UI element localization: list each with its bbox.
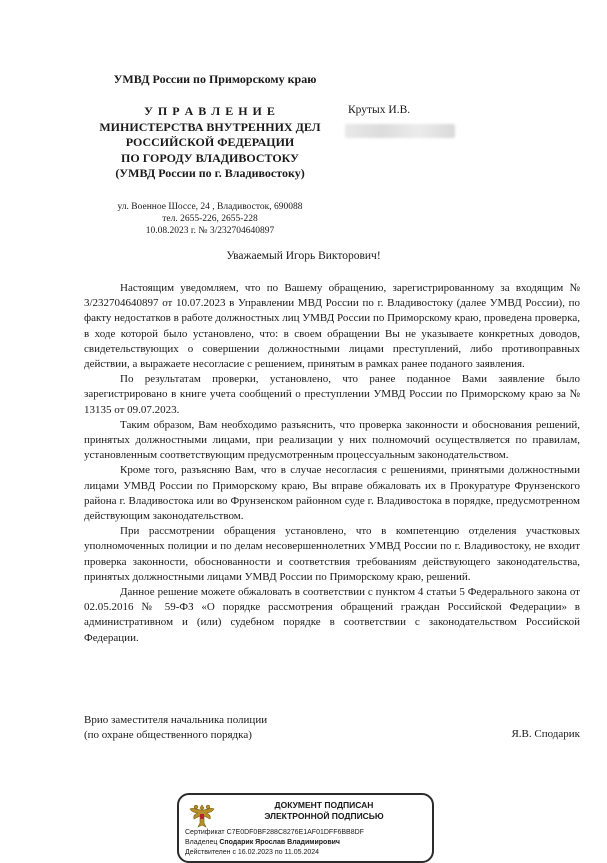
double-headed-eagle-icon <box>187 801 217 831</box>
org-line: МИНИСТЕРСТВА ВНУТРЕННИХ ДЕЛ <box>99 119 321 134</box>
stamp-owner <box>185 838 340 848</box>
paragraph: По результатам проверки, установлено, что ранее поданное Вами заявление было зарегистрировано в книге учета сообщений о преступлении УМВД России по Приморскому краю за № 13135 от 09.07.2023. <box>84 373 580 416</box>
org-line: У П Р А В Л Е Н И Е <box>144 104 276 118</box>
stamp-title <box>219 800 429 822</box>
owner-label: Владелец <box>185 839 218 846</box>
stamp-certificate <box>185 828 364 838</box>
address-line: ул. Военное Шоссе, 24 , Владивосток, 690088 <box>117 202 303 212</box>
certificate-value: C7E0DF0BF288C8276E1AF01DFF6BB8DF <box>226 829 364 836</box>
paragraph: При рассмотрении обращения установлено, что в компетенцию отделения участковых уполномоченных полиции и по делам несовершеннолетних УМВД России по г. Владивостоку, не входит проверка законности, обоснованности и соответствия требованиям действующего законодательства, принятых должностными лицами УМВД России по Приморскому краю, решений. <box>84 525 580 583</box>
agency-top-line: УМВД России по Приморскому краю <box>113 72 317 86</box>
letter-body <box>84 281 580 646</box>
electronic-signature-stamp <box>177 793 434 863</box>
signatory-name: Я.В. Сподарик <box>511 728 580 740</box>
stamp-title-line: ЭЛЕКТРОННОЙ ПОДПИСЬЮ <box>264 811 384 821</box>
stamp-validity: Действителен с 16.02.2023 по 11.05.2024 <box>185 849 320 856</box>
phone-line: тел. 2655-226, 2655-228 <box>162 214 258 224</box>
org-line: РОССИЙСКОЙ ФЕДЕРАЦИИ <box>125 135 295 149</box>
owner-value: Сподарик Ярослав Владимирович <box>219 839 340 846</box>
address-block <box>60 201 360 237</box>
organization-block <box>60 104 360 182</box>
paragraph: Настоящим уведомляем, что по Вашему обращению, зарегистрированному за входящим № 3/232704640897 от 10.07.2023 в Управлении МВД России по г. Владивостоку (далее УМВД России), по факту недостатков в работе должностных лиц УМВД России по Приморскому краю, проведена проверка, в ходе которой было установлено, что: в своем обращении Вы не указываете конкретных доводов, свидетельствующих о совершении должностными лицами преступлений, либо противоправных действии, а выражаете несогласие с решением, принятым в рамках ранее поданого заявления. <box>84 282 580 371</box>
redacted-address <box>345 124 455 138</box>
stamp-title-line: ДОКУМЕНТ ПОДПИСАН <box>274 800 374 810</box>
greeting: Уважаемый Игорь Викторович! <box>226 250 381 262</box>
reference-line: 10.08.2023 г. № 3/232704640897 <box>145 226 275 236</box>
org-line: ПО ГОРОДУ ВЛАДИВОСТОКУ <box>121 150 299 165</box>
signature-title <box>84 713 580 743</box>
recipient-name: Крутых И.В. <box>348 104 411 116</box>
signature-title-line: (по охране общественного порядка) <box>84 729 252 741</box>
certificate-label: Сертификат <box>185 829 225 836</box>
signature-title-line: Врио заместителя начальника полиции <box>84 714 268 726</box>
paragraph: Таким образом, Вам необходимо разъяснить, что проверка законности и обоснования решений, принятых должностными лицами, при реализации у них полномочий осуществляется по правилам, установленным соответствующим предусмотренным процессуальным законодательством. <box>84 418 580 462</box>
paragraph: Кроме того, разъясняю Вам, что в случае несогласия с решениями, принятыми должностными лицами УМВД России по Приморскому краю, Вы вправе обжаловать их в Прокуратуре Фрунзенского района г. Владивостока или во Фрунзенском районном суде г. Владивостока в порядке, предусмотренном действующим законодательством. <box>84 464 580 523</box>
paragraph: Данное решение можете обжаловать в соответствии с пунктом 4 статьи 5 Федерального закона от 02.05.2016 № 59-ФЗ «О порядке рассмотрения обращений граждан Российской Федерации» в административном и (или) судебном порядке в соответствии с законодательством Российской Федерации. <box>84 586 580 644</box>
org-line: (УМВД России по г. Владивостоку) <box>115 166 305 180</box>
